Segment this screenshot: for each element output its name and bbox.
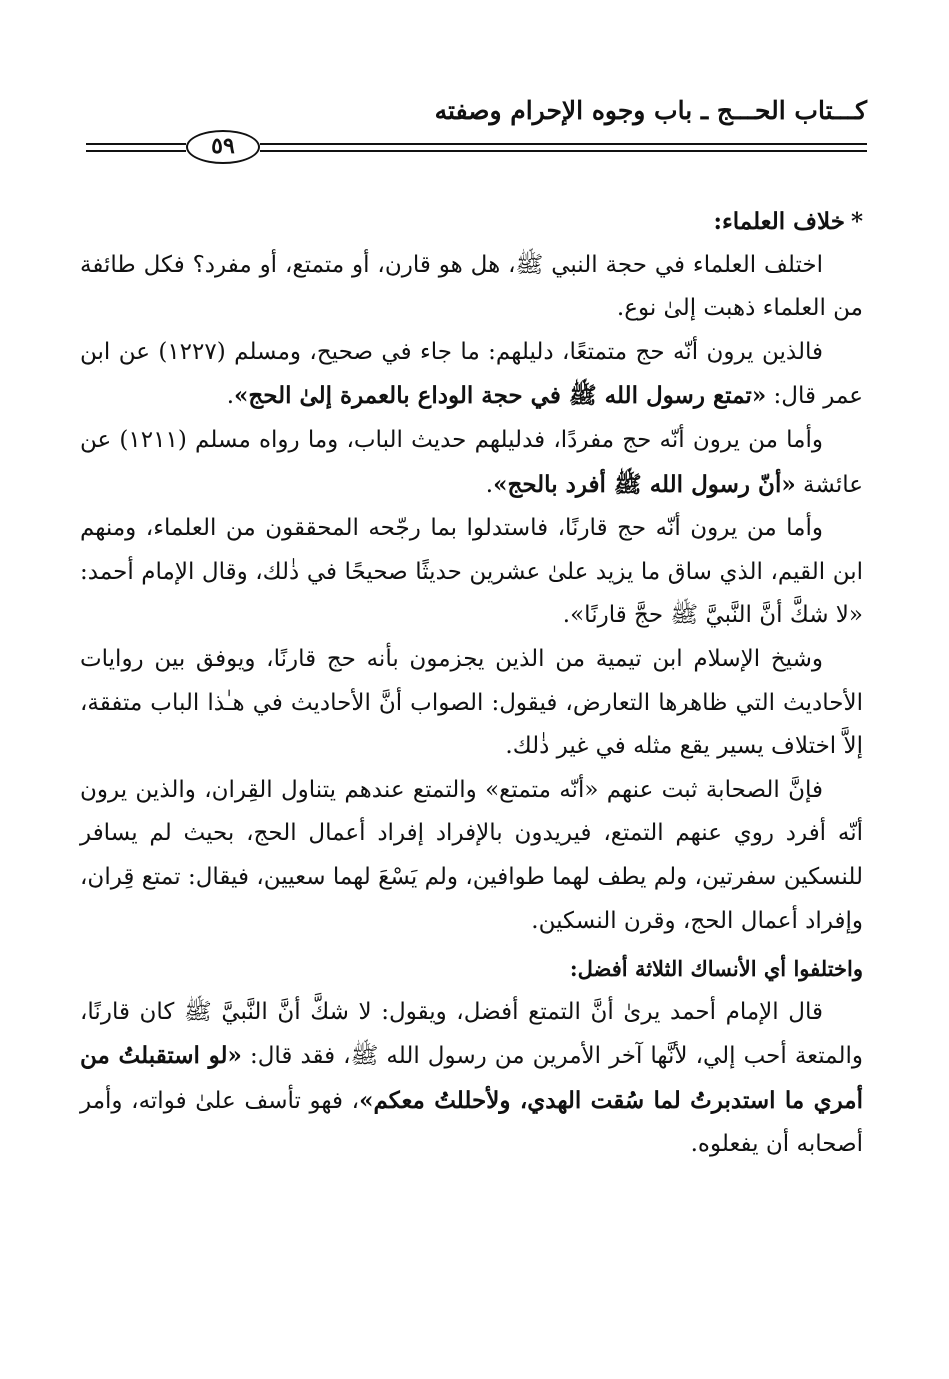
hadith-quote-ifrad: «أنّ رسول الله ﷺ أفرد بالحج» — [493, 470, 796, 498]
paragraph-2-end: . — [226, 383, 234, 410]
section-heading-scholars-disagreement — [80, 200, 863, 244]
paragraph-7-end: ، فهو تأسف علىٰ فواته، وأمر أصحابه أن يفعلوه. — [80, 1087, 863, 1158]
hadith-quote-istaqbaltu: «لو استقبلتُ من أمري ما استدبرتُ لما سُقت الهدي، ولأحللتُ معكم» — [80, 1042, 863, 1114]
page-body — [80, 200, 863, 1167]
paragraph-3-end: . — [485, 471, 494, 498]
paragraph-1: اختلف العلماء في حجة النبي ﷺ، هل هو قارن، أو متمتع، أو مفرد؟ فكل طائفة من العلماء ذهبت إلىٰ نوع. — [80, 251, 863, 322]
paragraph-2-text: فالذين يرون أنّه حج متمتعًا، دليلهم: ما جاء في صحيح، ومسلم (١٢٢٧) عن ابن عمر قال: — [80, 338, 863, 410]
paragraph-7-text: قال الإمام أحمد يرىٰ أنَّ التمتع أفضل، ويقول: لا شكَّ أنَّ النَّبيَّ ﷺ كان قارنًا، والمتعة أحب إلي، لأنَّها آخر الأمرين من رسول الله ﷺ، فقد قال: — [80, 998, 863, 1070]
paragraph-3 — [80, 419, 863, 507]
page-number: ٥٩ — [186, 130, 260, 164]
header-rule-left-bottom — [86, 150, 186, 152]
paragraph-2 — [80, 331, 863, 419]
paragraph-4: وأما من يرون أنّه حج قارنًا، فاستدلوا بما رجّحه المحققون من العلماء، ومنهم ابن القيم، الذي ساق ما يزيد علىٰ عشرين حديثًا صحيحًا في ذٰلك، وقال الإمام أحمد: «لا شكَّ أنَّ النَّبيَّ ﷺ حجَّ قارنًا». — [80, 515, 863, 629]
header-rule-right-bottom — [260, 150, 867, 152]
paragraph-5: وشيخ الإسلام ابن تيمية من الذين يجزمون بأنه حج قارنًا، ويوفق بين روايات الأحاديث التي ظاهرها التعارض، فيقول: الصواب أنَّ الأحاديث في هـٰذا الباب متفقة، إلاَّ اختلاف يسير يقع مثله في غير ذٰلك. — [80, 645, 863, 760]
paragraph-7 — [80, 991, 863, 1167]
paragraph-6: فإنَّ الصحابة ثبت عنهم «أنّه متمتع» والتمتع عندهم يتناول القِران، والذين يرون أنّه أفرد روي عنهم التمتع، فيريدون بالإفراد إفراد أعمال الحج، بحيث لم يسافر للنسكين سفرتين، ولم يطف لهما طوافين، ولم يَسْعَ لهما سعيين، فيقال: تمتع قِران، وإفراد أعمال الحج، وقرن النسكين. — [80, 776, 863, 934]
section-heading-text: خلاف العلماء: — [713, 208, 845, 235]
paragraph-3-text: وأما من يرون أنّه حج مفردًا، فدليلهم حديث الباب، وما رواه مسلم (١٢١١) عن عائشة — [80, 426, 863, 498]
star-icon: * — [850, 208, 863, 235]
header-rule-left-top — [86, 143, 186, 145]
hadith-quote-tamattu: «تمتع رسول الله ﷺ في حجة الوداع بالعمرة إلىٰ الحج» — [234, 382, 767, 410]
section-heading-best-rite: واختلفوا أي الأنساك الثلاثة أفضل: — [569, 956, 863, 982]
running-header: كـــتاب الحـــج ـ باب وجوه الإحرام وصفته — [434, 96, 867, 125]
header-rule-right-top — [260, 143, 867, 145]
